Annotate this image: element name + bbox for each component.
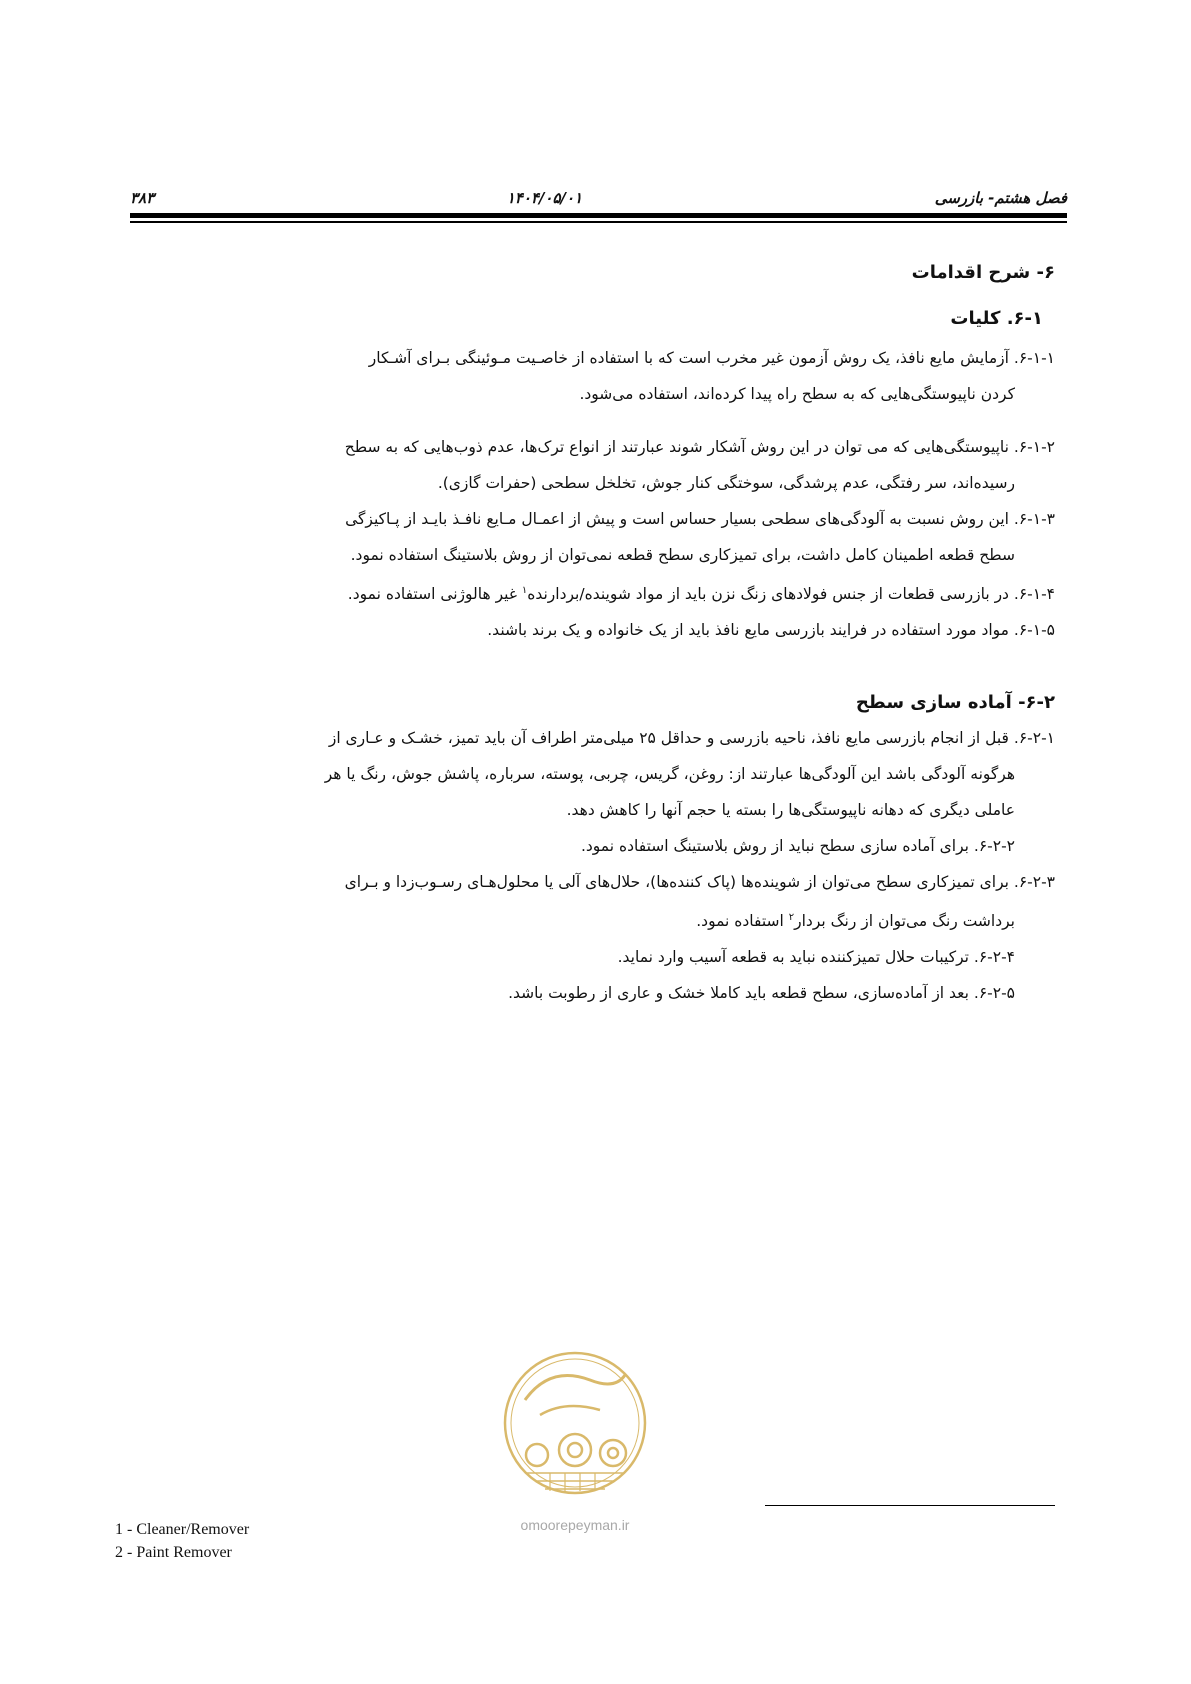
paragraph-6-2-1: ۶-۲-۱. قبل از انجام بازرسی مایع نافذ، ناحیه بازرسی و حداقل ۲۵ میلی‌متر اطراف آن باید تمیز، خشـک و عـاری از هرگونه آلودگی باشد این آلودگی‌ها عبارتند از: روغن، گریس، چربی، پوسته، سرباره، پاشش جوش، رنگ یا هر عاملی دیگری که دهانه ناپیوستگی‌ها را بسته یا حجم آنها را کاهش دهد.	[324, 729, 1055, 820]
paragraph-6-2-2: ۶-۲-۲. برای آماده سازی سطح نباید از روش بلاستینگ استفاده نمود.	[580, 837, 1015, 856]
header-date: ۱۴۰۴/۰۵/۰۱	[506, 189, 583, 207]
footnote-1: 1 - Cleaner/Remover	[115, 1521, 250, 1538]
footnote-2: 2 - Paint Remover	[115, 1544, 232, 1561]
subsection-heading-general: ۶-۱. کلیات	[950, 308, 1043, 329]
paragraph-6-2-5: ۶-۲-۵. بعد از آماده‌سازی، سطح قطعه باید کاملا خشک و عاری از رطوبت باشد.	[508, 984, 1015, 1003]
subsection-heading-surface-prep: ۶-۲- آماده سازی سطح	[855, 692, 1055, 714]
page-number: ۳۸۳	[130, 189, 155, 207]
paragraph-6-1-4: ۶-۱-۴. در بازرسی قطعات از جنس فولادهای زنگ نزن باید از مواد شوینده/بردارنده$^۱$ غیر هالوژنی استفاده نمود.	[347, 585, 1055, 604]
paragraph-6-1-3: ۶-۱-۳. این روش نسبت به آلودگی‌های سطحی بسیار حساس است و پیش از اعمـال مـایع نافـذ بایـد از پـاکیزگی سطح قطعه اطمینان کامل داشت، برای تمیزکاری سطح قطعه نمی‌توان از روش بلاستینگ استفاده نمود.	[345, 510, 1055, 564]
watermark-stamp-logo	[495, 1345, 655, 1545]
footnotes	[115, 1518, 415, 1564]
paragraph-6-1-5: ۶-۱-۵. مواد مورد استفاده در فرایند بازرسی مایع نافذ باید از یک خانواده و یک برند باشند.	[487, 621, 1055, 640]
document-body	[115, 256, 1055, 1011]
page-header	[130, 186, 1067, 210]
header-rule-thick	[130, 213, 1067, 218]
paragraph-6-1-2: ۶-۱-۲. ناپیوستگی‌هایی که می توان در این روش آشکار شوند عبارتند از انواع ترک‌ها، عدم ذوب‌هایی که به سطح رسیده‌اند، سر رفتگی، عدم پرشدگی، سوختگی کنار جوش، تخلخل سطحی (حفرات گازی).	[344, 438, 1055, 492]
header-rule-thin	[130, 221, 1067, 223]
footnote-ref-1: ۱	[521, 585, 528, 596]
stamp-url: omoorepeyman.ir	[520, 1517, 630, 1533]
section-heading: ۶- شرح اقدامات	[911, 262, 1055, 283]
paragraph-6-2-3: ۶-۲-۳. برای تمیزکاری سطح می‌توان از شوینده‌ها (پاک کننده‌ها)، حلال‌های آلی یا محلول‌هـای رسـوب‌زدا و بـرای برداشت رنگ می‌توان از رنگ بردار$^۲$ استفاده نمود.	[344, 873, 1055, 931]
chapter-title: فصل هشتم- بازرسی	[934, 189, 1067, 207]
paragraph-6-2-4: ۶-۲-۴. ترکیبات حلال تمیزکننده نباید به قطعه آسیب وارد نماید.	[617, 948, 1015, 967]
footnote-ref-2: ۲	[788, 912, 795, 924]
paragraph-6-1-1: ۶-۱-۱. آزمایش مایع نافذ، یک روش آزمون غیر مخرب است که با استفاده از خاصـیت مـوئینگی بـرای آشـکار کردن ناپیوستگی‌هایی که به سطح راه پیدا کرده‌اند، استفاده می‌شود.	[368, 349, 1055, 403]
footnote-separator	[765, 1505, 1055, 1506]
